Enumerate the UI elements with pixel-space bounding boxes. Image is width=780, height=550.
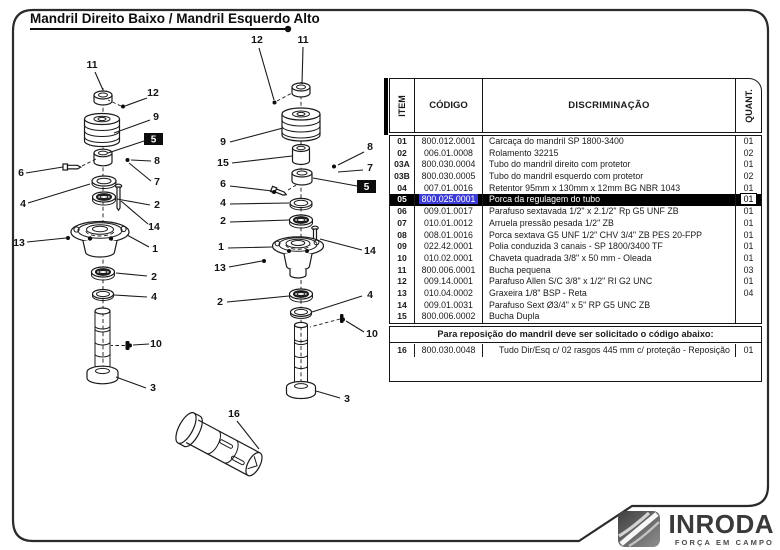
quant-cell: 03 [743,264,754,275]
item-cell: 10 [390,253,415,265]
item-cell: 08 [390,230,415,242]
desc-cell: Bucha pequena [483,265,736,277]
part-label-3: 3 [150,382,156,394]
logo-wordmark: INRODA [668,509,774,539]
codigo-cell: 800.006.0001 [415,265,483,277]
part-label-6: 6 [18,167,24,179]
header-codigo: CÓDIGO [415,79,483,132]
codigo-cell: 008.01.0016 [415,230,483,242]
parts-table [389,78,762,382]
quant-cell: 01 [743,276,754,287]
part-label-12: 12 [251,34,263,46]
item-cell: 01 [390,136,415,148]
item-cell: 02 [390,148,415,160]
quant-cell: 02 [743,171,754,182]
codigo-cell: 800.030.0048 [415,344,483,357]
desc-cell: Tudo Dir/Esq c/ 02 rasgos 445 mm c/ proteção - Reposição [483,344,736,357]
header-discriminacao: DISCRIMINAÇÃO [483,79,736,132]
part-label-12: 12 [147,87,159,99]
table-body [389,135,762,324]
part-label-6: 6 [220,178,226,190]
quant-cell: 01 [743,241,754,252]
table-row-item-05 [390,194,761,206]
part-label-8: 8 [154,155,160,167]
quant-cell: 01 [743,136,754,146]
part-label-1: 1 [152,243,158,255]
table-row-item-01 [390,136,761,148]
codigo-cell: 007.01.0016 [415,183,483,195]
page-title: Mandril Direito Baixo / Mandril Esquerdo Alto [30,11,320,26]
part-label-5: 5 [150,134,157,146]
part-label-11: 11 [86,59,98,71]
table-row-item-12 [390,276,761,288]
desc-cell: Rolamento 32215 [483,148,736,160]
codigo-cell: 009.14.0001 [415,276,483,288]
table-row-item-10 [390,253,761,265]
header-quant: QUANT. [743,88,754,123]
item-cell: 12 [390,276,415,288]
header-item: ITEM [390,79,415,132]
quant-cell: 01 [743,345,754,355]
part-label-1: 1 [218,241,224,253]
quant-cell: 01 [743,252,754,263]
part-label-13: 13 [13,237,25,249]
part-label-15: 15 [217,157,229,169]
desc-cell: Retentor 95mm x 130mm x 12mm BG NBR 1043 [483,183,736,195]
item-cell: 09 [390,241,415,253]
replacement-tube-drawing [172,410,267,482]
codigo-cell: 006.01.0008 [415,148,483,160]
part-label-8: 8 [367,141,373,153]
table-left-accent-bar [384,78,388,135]
table-row-item-13 [390,288,761,300]
part-label-10: 10 [366,328,378,340]
selected-codigo-text[interactable]: 800.025.0001 [419,194,479,204]
quant-cell: 01 [743,229,754,240]
item-cell: 11 [390,265,415,277]
codigo-cell: 800.030.0005 [415,171,483,183]
table-row-item-09 [390,241,761,253]
part-label-4: 4 [20,198,26,210]
quant-cell [736,311,761,323]
table-row-item-07 [390,218,761,230]
desc-cell: Chaveta quadrada 3/8" x 50 mm - Oleada [483,253,736,265]
part-label-9: 9 [220,136,226,148]
codigo-cell: 800.030.0004 [415,159,483,171]
codigo-cell: 009.01.0031 [415,300,483,312]
desc-cell: Carcaça do mandril SP 1800-3400 [483,136,736,148]
item-cell: 05 [390,194,415,206]
codigo-cell: 010.01.0012 [415,218,483,230]
title-underline [30,26,291,32]
desc-cell: Tubo do mandril esquerdo com protetor [483,171,736,183]
quant-cell: 01 [743,182,754,193]
table-row-item-03B [390,171,761,183]
codigo-cell: 010.04.0002 [415,288,483,300]
table-row-item-15 [390,311,761,323]
item-cell: 04 [390,183,415,195]
codigo-cell [415,194,483,206]
company-logo [617,510,774,548]
desc-cell: Parafuso sextavada 1/2" x 2.1/2" Rp G5 UNF ZB [483,206,736,218]
table-row-item-02 [390,148,761,160]
right-assembly-drawing [271,82,344,399]
quant-cell: 01 [743,159,754,170]
table-header [389,78,762,133]
table-row-item-08 [390,230,761,242]
desc-cell: Parafuso Allen S/C 3/8" x 1/2" RI G2 UNC [483,276,736,288]
part-label-5: 5 [363,182,370,193]
desc-cell: Tubo do mandril direito com protetor [483,159,736,171]
part-label-10: 10 [150,338,162,350]
item-cell: 16 [390,344,415,357]
item-cell: 06 [390,206,415,218]
left-assembly-drawing [63,88,130,384]
item-cell: 15 [390,311,415,323]
part-label-4: 4 [367,289,373,301]
desc-cell: Porca da regulagem do tubo [483,194,736,206]
table-row-item-11 [390,265,761,277]
codigo-cell: 800.012.0001 [415,136,483,148]
desc-cell: Polia conduzida 3 canais - SP 1800/3400 TF [483,241,736,253]
part-label-11: 11 [297,34,309,46]
desc-cell: Parafuso Sext Ø3/4" x 5" RP G5 UNC ZB [483,300,736,312]
quant-cell [736,300,761,312]
quant-cell: 04 [743,287,754,298]
table-row-item-04 [390,183,761,195]
item-cell: 03A [390,159,415,171]
part-label-4: 4 [220,197,226,209]
codigo-cell: 009.01.0017 [415,206,483,218]
part-label-13: 13 [214,262,226,274]
reposicao-row [389,342,762,382]
part-label-3: 3 [344,393,350,405]
part-label-7: 7 [154,176,160,188]
logo-tagline: FORÇA EM CAMPO [674,538,774,547]
table-row-item-16 [390,343,761,382]
part-label-16: 16 [228,408,240,420]
part-labels [13,34,378,449]
part-label-7: 7 [367,162,373,174]
quant-cell: 02 [743,147,754,158]
part-label-2: 2 [154,199,160,211]
part-label-14: 14 [364,245,376,257]
desc-cell: Arruela pressão pesada 1/2" ZB [483,218,736,230]
table-row-item-03A [390,159,761,171]
part-label-9: 9 [153,111,159,123]
desc-cell: Graxeira 1/8" BSP - Reta [483,288,736,300]
part-label-4: 4 [151,291,157,303]
reposicao-note: Para reposição do mandril deve ser solicitado o código abaixo: [389,326,762,342]
inroda-logo-icon [617,510,661,548]
codigo-cell: 800.006.0002 [415,311,483,323]
codigo-cell: 022.42.0001 [415,241,483,253]
quant-highlight-box: 01 [741,194,756,204]
part-label-2: 2 [217,296,223,308]
quant-cell [736,194,761,206]
desc-cell: Porca sextava G5 UNF 1/2" CHV 3/4" ZB PES 20-FPP [483,230,736,242]
item-cell: 07 [390,218,415,230]
quant-cell: 01 [743,217,754,228]
part-label-2: 2 [220,215,226,227]
part-label-2: 2 [151,271,157,283]
quant-cell: 01 [743,206,754,217]
part-label-14: 14 [148,221,160,233]
item-cell: 03B [390,171,415,183]
desc-cell: Bucha Dupla [483,311,736,323]
codigo-cell: 010.02.0001 [415,253,483,265]
table-row-item-06 [390,206,761,218]
table-row-item-14 [390,300,761,312]
item-cell: 13 [390,288,415,300]
item-cell: 14 [390,300,415,312]
